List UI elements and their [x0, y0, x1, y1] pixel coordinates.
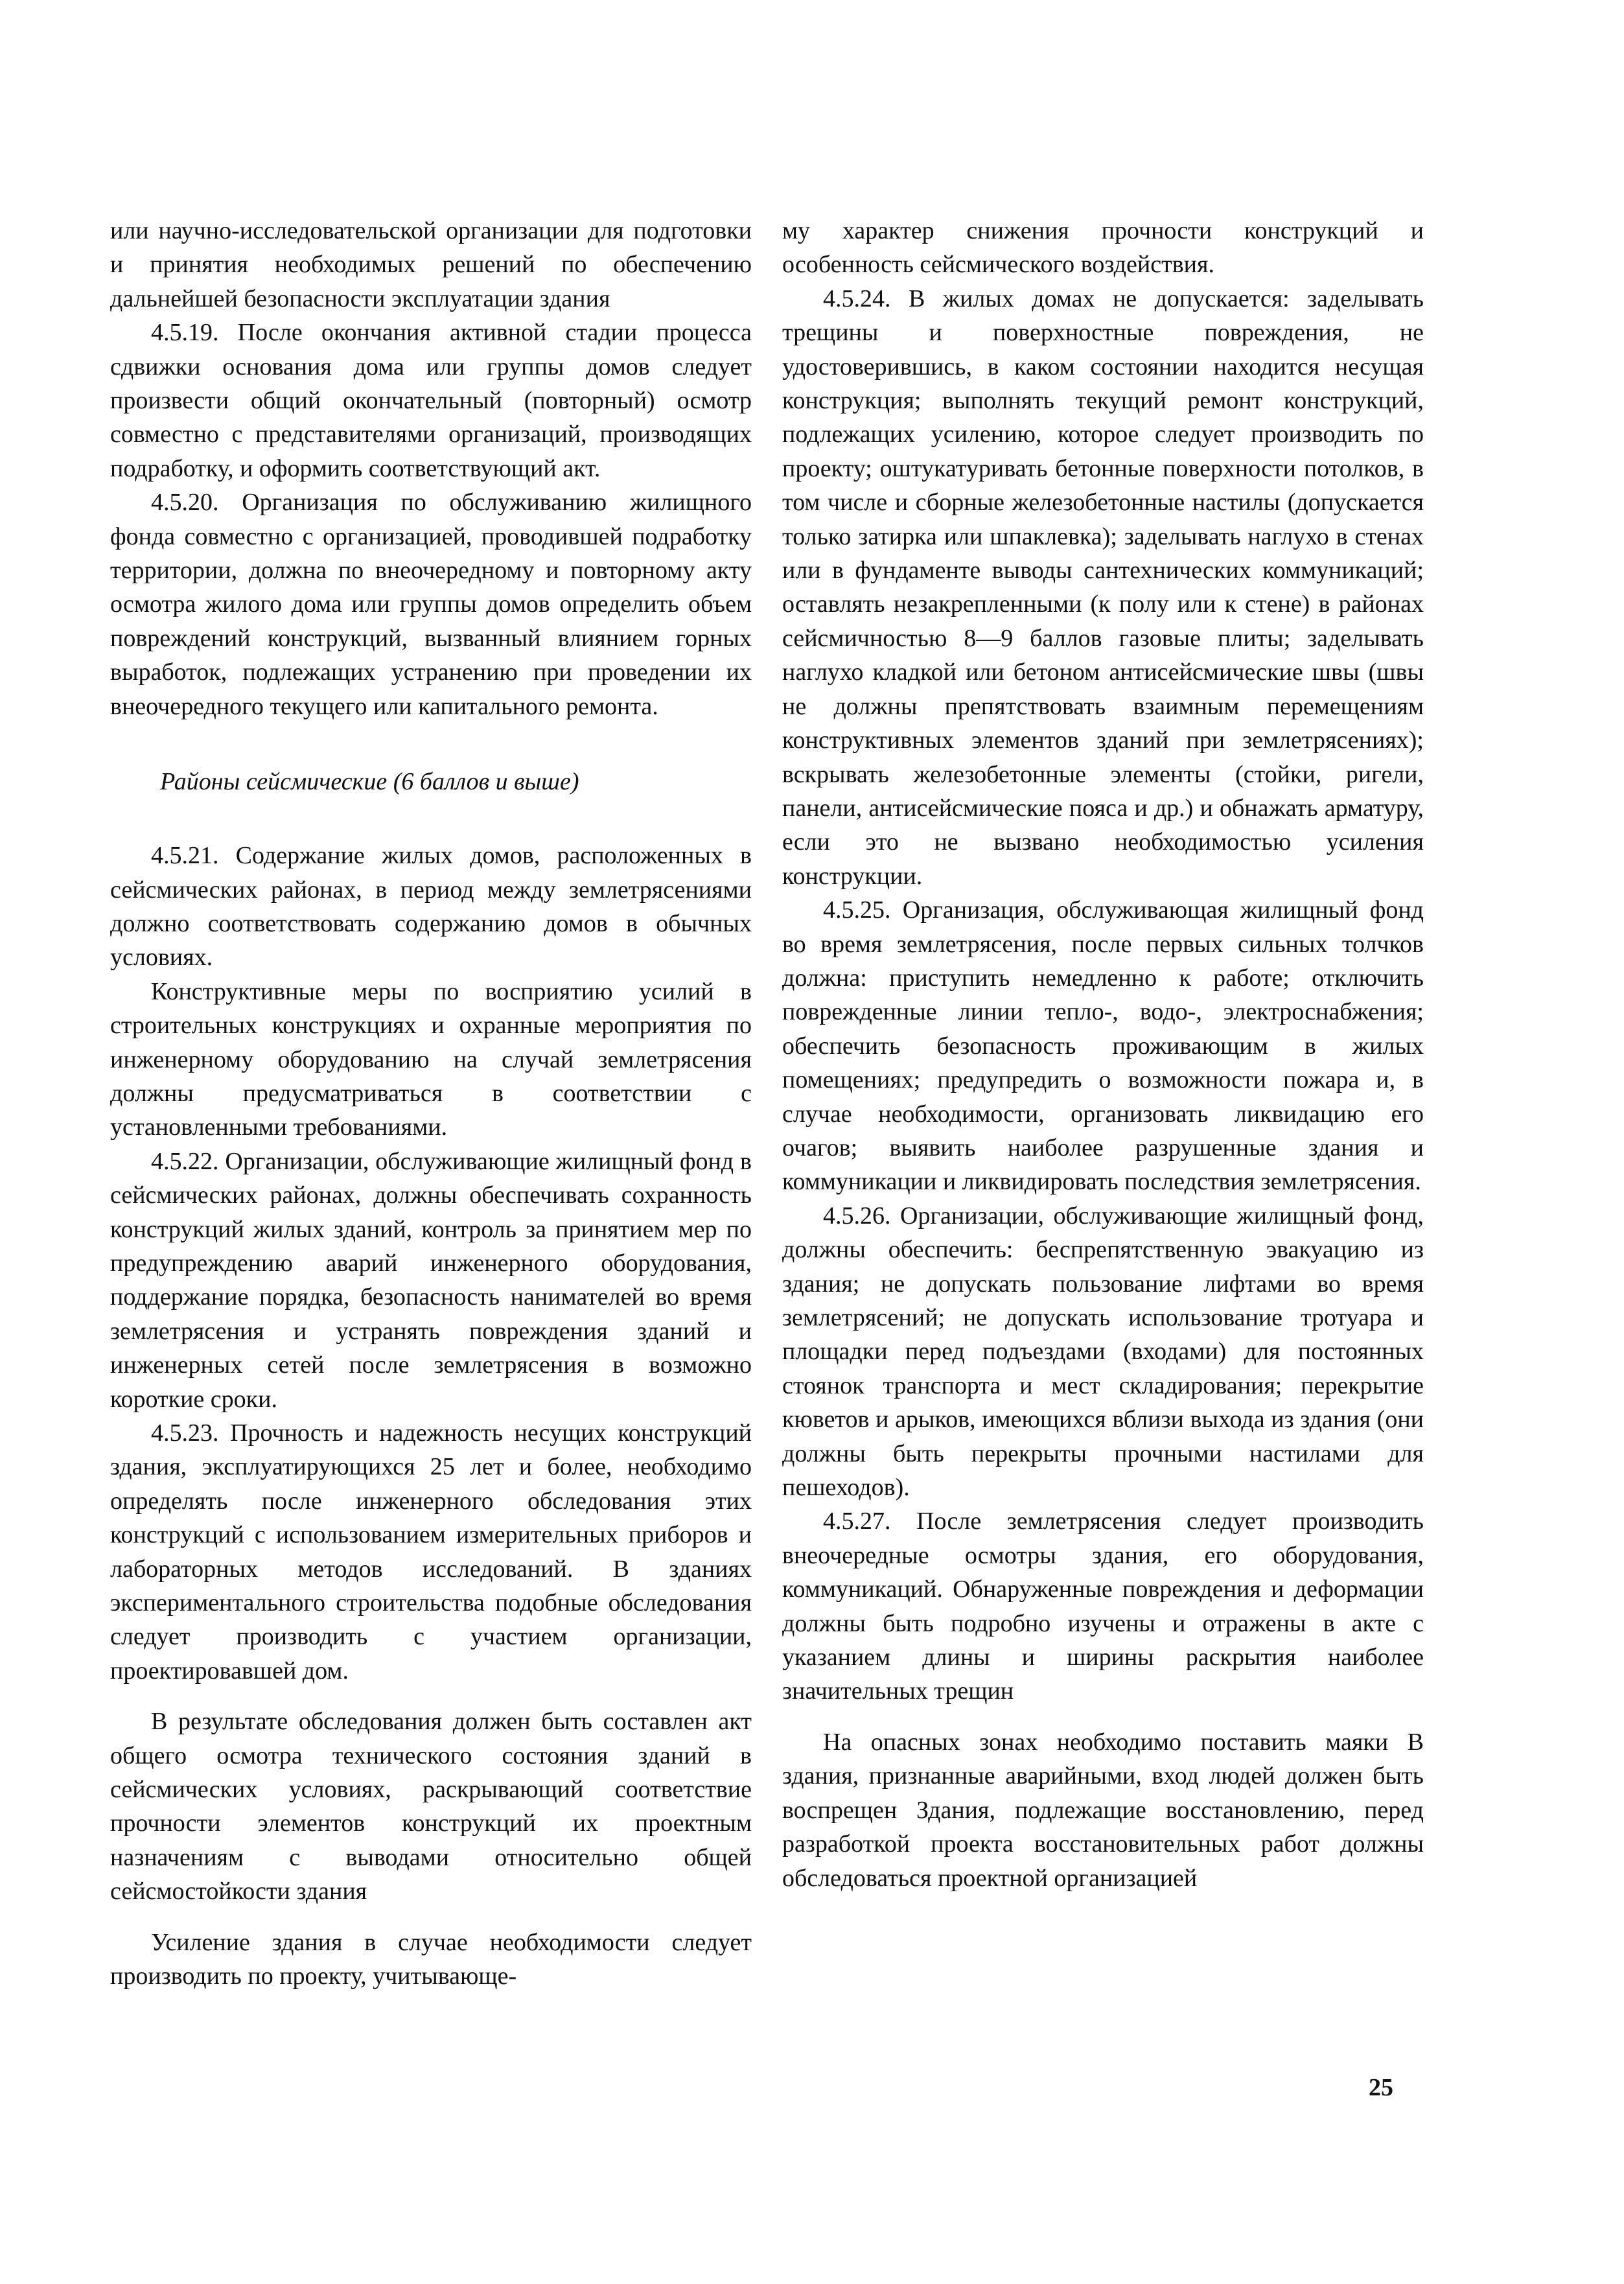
paragraph-4-5-20: 4.5.20. Организация по обслуживанию жилищного фонда совместно с организацией, проводившей подработку территории, должна по внеочередному и повторному акту осмотра жилого дома или группы домов определить объем повреждений конструкций, вызванный влиянием горных выработок, подлежащих устранению при проведении их внеочередного текущего или капитального ремонта.	[110, 489, 752, 720]
paragraph-4-5-21: 4.5.21. Содержание жилых домов, расположенных в сейсмических районах, в период между землетрясениями должно соответствовать содержанию домов в обычных условиях.	[110, 842, 752, 972]
paragraph-4-5-19: 4.5.19. После окончания активной стадии процесса сдвижки основания дома или группы домов следует произвести общий окончательный (повторный) осмотр совместно с представителями организаций, производящих подработку, и оформить соответствующий акт.	[110, 319, 752, 482]
paragraph-4-5-26: 4.5.26. Организации, обслуживающие жилищный фонд, должны обеспечить: беспрепятственную эвакуацию из здания; не допускать пользование лифтами во время землетрясений; не допускать использование тротуара и площадки перед подъездами (входами) для постоянных стоянок транспорта и мест складирования; перекрытие кюветов и арыков, имеющихся вблизи выхода из здания (они должны быть перекрыты прочными настилами для пешеходов).	[782, 1202, 1424, 1502]
paragraph-reinforcement: Усиление здания в случае необходимости следует производить по проекту, учитывающе-	[110, 1928, 752, 1990]
paragraph-4-5-25: 4.5.25. Организация, обслуживающая жилищный фонд во время землетрясения, после первых сильных толчков должна: приступить немедленно к работе; отключить поврежденные линии тепло-, водо-, электроснабжения; обеспечить безопасность проживающим в жилых помещениях; предупредить о возможности пожара и, в случае необходимости, организовать ликвидацию его очагов; выявить наиболее разрушенные здания и коммуникации и ликвидировать последствия землетрясения.	[782, 896, 1424, 1196]
right-column	[782, 214, 1424, 1895]
paragraph-continuation: или научно-исследовательской организации для подготовки и принятия необходимых решений по обеспечению дальнейшей безопасности эксплуатации здания	[110, 217, 752, 312]
paragraph-4-5-22: 4.5.22. Организации, обслуживающие жилищный фонд в сейсмических районах, должны обеспечивать сохранность конструкций жилых зданий, контроль за принятием мер по предупреждению аварий инженерного оборудования, поддержание порядка, безопасность нанимателей во время землетрясения и устранять повреждения зданий и инженерных сетей после землетрясения в возможно короткие сроки.	[110, 1147, 752, 1413]
paragraph-4-5-24: 4.5.24. В жилых домах не допускается: заделывать трещины и поверхностные повреждения, не удостоверившись, в каком состоянии находится несущая конструкция; выполнять текущий ремонт конструкций, подлежащих усилению, которое следует производить по проекту; оштукатуривать бетонные поверхности потолков, в том числе и сборные железобетонные настилы (допускается только затирка или шпаклевка); заделывать наглухо в стенах или в фундаменте выводы сантехнических коммуникаций; оставлять незакрепленными (к полу или к стене) в районах сейсмичностью 8—9 баллов газовые плиты; заделывать наглухо кладкой или бетоном антисейсмические швы (швы не должны препятствовать взаимным перемещениям конструктивных элементов зданий при землетрясениях); вскрывать железобетонные элементы (стойки, ригели, панели, антисейсмические пояса и др.) и обнажать арматуру, если это не вызвано необходимостью усиления конструкции.	[782, 285, 1424, 890]
paragraph-inspection-act: В результате обследования должен быть составлен акт общего осмотра технического состояния зданий в сейсмических условиях, раскрывающий соответствие прочности элементов конструкций их проектным назначениям с выводами относительно общей сейсмостойкости здания	[110, 1708, 752, 1905]
section-heading: Районы сейсмические (6 баллов и выше)	[160, 768, 579, 796]
paragraph-danger-zones: На опасных зонах необходимо поставить маяки В здания, признанные аварийными, вход людей должен быть воспрещен Здания, подлежащие восстановлению, перед разработкой проекта восстановительных работ должны обследоваться проектной организацией	[782, 1728, 1424, 1892]
paragraph-4-5-23: 4.5.23. Прочность и надежность несущих конструкций здания, эксплуатирующихся 25 лет и более, необходимо определять после инженерного обследования этих конструкций с использованием измерительных приборов и лабораторных методов исследований. В зданиях экспериментального строительства подобные обследования следует производить с участием организации, проектировавшей дом.	[110, 1419, 752, 1684]
paragraph-constructive-measures: Конструктивные меры по восприятию усилий в строительных конструкциях и охранные мероприятия по инженерному оборудованию на случай землетрясения должны предусматриваться в соответствии с установленными требованиями.	[110, 977, 752, 1141]
paragraph-4-5-27: 4.5.27. После землетрясения следует производить внеочередные осмотры здания, его оборудования, коммуникаций. Обнаруженные повреждения и деформации должны быть подробно изучены и отражены в акте с указанием длины и ширины раскрытия наиболее значительных трещин	[782, 1508, 1424, 1705]
paragraph-continuation-right: му характер снижения прочности конструкций и особенность сейсмического воздействия.	[782, 217, 1424, 279]
left-column	[110, 214, 752, 1994]
page-number: 25	[1369, 2074, 1393, 2101]
